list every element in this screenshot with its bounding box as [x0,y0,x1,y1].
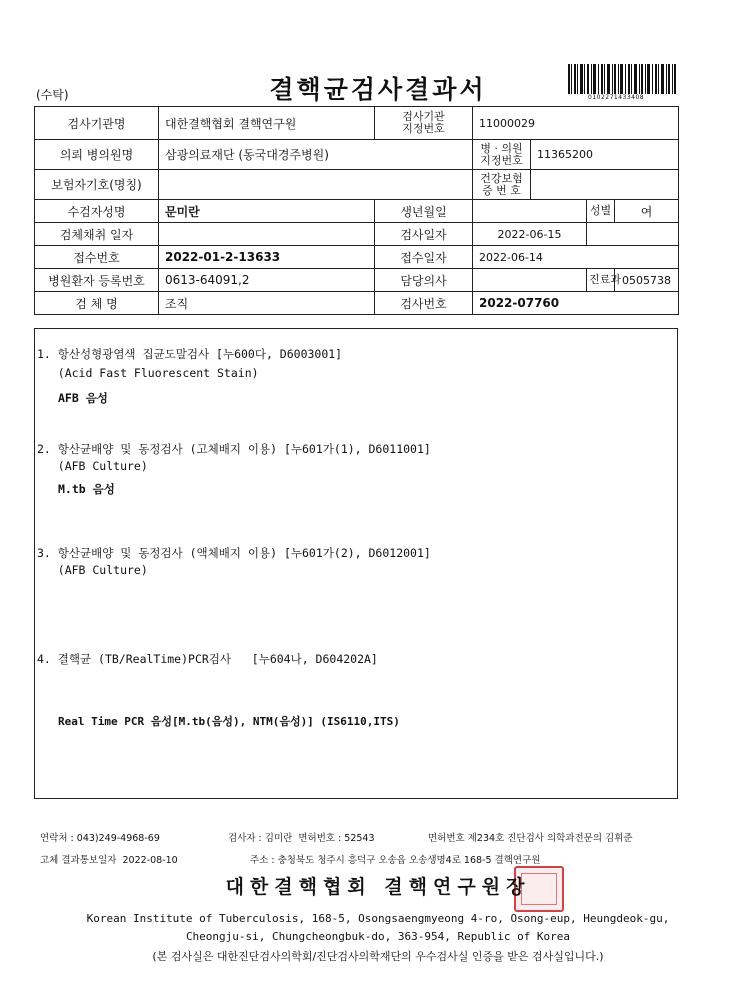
dept-value: 0505738 [615,269,679,292]
contact-info: 연락처 : 043)249-4968-69 [40,833,160,844]
result-2-title: 2. 항산균배양 및 동정검사 (고체배지 이용) [누601가(1), D6011001] [37,442,431,456]
collect-date-label: 검체채취 일자 [35,223,159,246]
registration-label: 병원환자 등록번호 [35,269,159,292]
director-info: 면허번호 제234호 진단검사 의학과전문의 김휘준 [428,833,633,844]
document-title: 결핵균검사결과서 [269,75,487,104]
test-date-label: 검사일자 [375,223,473,246]
sex-value: 여 [615,200,679,223]
doctor-label: 담당의사 [375,269,473,292]
birth-label: 생년월일 [375,200,473,223]
insurance-value [159,170,473,200]
hosp-number-value: 11365200 [531,140,679,170]
result-1-value: AFB 음성 [58,391,108,405]
english-address-line2: Cheongju-si, Chungcheongbuk-do, 363-954, Republic of Korea [185,930,571,943]
health-cert-label: 건강보험 증 번 호 [473,170,531,200]
result-2-subtitle: (AFB Culture) [37,459,148,473]
collect-date-value [159,223,375,246]
barcode-number: 0102271433408 [588,94,645,101]
doctor-value [473,269,587,292]
hosp-number-label: 병 · 의원 지정번호 [473,140,531,170]
results-box [34,328,678,799]
result-1-title: 1. 항산성형광염색 집균도말검사 [누600다, D6003001] [37,347,343,361]
address-info: 주소 : 충청북도 청주시 흥덕구 오송읍 오송생명4로 168-5 결핵연구원 [250,855,541,866]
receipt-no-value: 2022-01-2-13633 [159,246,375,269]
english-address-line1: Korean Institute of Tuberculosis, 168-5, Osongsaengmyeong 4-ro, Osong-eup, Heungdeok-gu, [86,912,670,925]
institution-label: 검사기관명 [35,107,159,140]
result-2-value: M.tb 음성 [58,482,115,496]
specimen-label: 검 체 명 [35,292,159,315]
patient-label: 수검자성명 [35,200,159,223]
certification-note: (본 검사실은 대한진단검사의학회/진단검사의학재단의 우수검사실 인증을 받은 검사실입니다.) [152,950,604,963]
result-3-subtitle: (AFB Culture) [37,563,148,577]
result-1-subtitle: (Acid Fast Fluorescent Stain) [37,366,259,380]
inspector-info: 검사자 : 김미란 면허번호 : 52543 [228,833,375,844]
receipt-date-label: 접수일자 [375,246,473,269]
organization-name: 대한결핵협회 결핵연구원장 [225,876,531,898]
test-no-value: 2022-07760 [473,292,679,315]
result-4-title: 4. 결핵균 (TB/RealTime)PCR검사 [누604나, D604202A] [37,652,378,666]
health-cert-value [531,170,679,200]
inst-number-value: 11000029 [473,107,679,140]
consignment-tag: (수탁) [36,88,69,102]
birth-value [473,200,587,223]
result-4-value: Real Time PCR 음성[M.tb(음성), NTM(음성)] (IS6110,ITS) [58,715,400,728]
report-date: 고체 결과통보일자 2022-08-10 [40,855,178,866]
result-3-title: 3. 항산균배양 및 동정검사 (액체배지 이용) [누601가(2), D6012001] [37,546,431,560]
test-no-label: 검사번호 [375,292,473,315]
hospital-label: 의뢰 병의원명 [35,140,159,170]
test-date-value: 2022-06-15 [473,223,587,246]
hospital-value: 삼광의료재단 (동국대경주병원) [159,140,473,170]
inst-number-label: 검사기관 지정번호 [375,107,473,140]
dept-label: 진료과 [587,269,615,292]
receipt-date-value: 2022-06-14 [473,246,679,269]
patient-value: 문미란 [159,200,375,223]
specimen-value: 조직 [159,292,375,315]
registration-value: 0613-64091,2 [159,269,375,292]
barcode-image [568,64,676,94]
insurance-label: 보험자기호(명칭) [35,170,159,200]
sex-label: 성별 [587,200,615,223]
receipt-no-label: 접수번호 [35,246,159,269]
institution-value: 대한결핵협회 결핵연구원 [159,107,375,140]
patient-info-table [34,106,679,315]
